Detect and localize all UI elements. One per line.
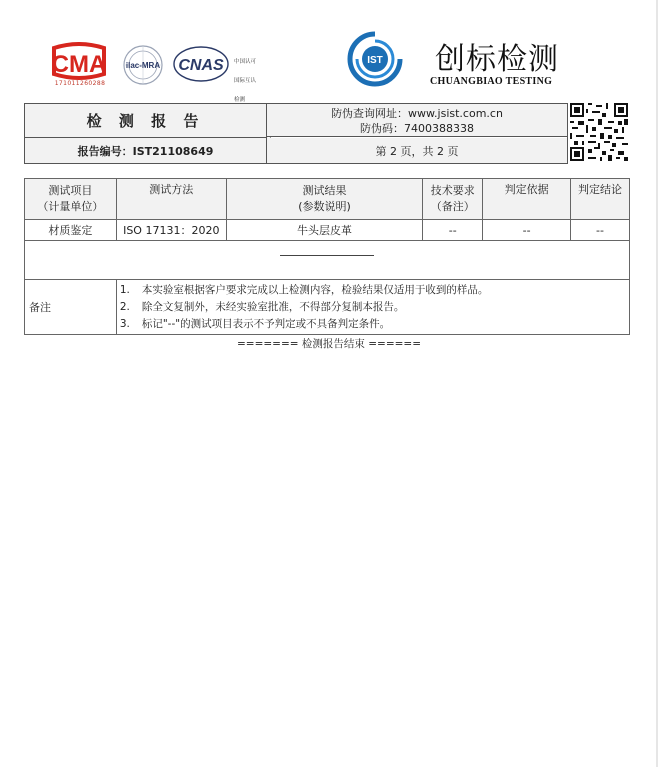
report-title: 检 测 报 告 xyxy=(25,104,267,138)
header-cell xyxy=(423,179,483,220)
header-label: 判定依据 xyxy=(504,183,549,196)
header-label: 判定结论 xyxy=(578,183,623,196)
table-cell: 牛头层皮革 xyxy=(226,220,423,241)
header-label: 测试结果 xyxy=(302,184,347,197)
table-cell: -- xyxy=(423,220,483,241)
brand-name-en: CHUANGBIAO TESTING xyxy=(430,76,553,87)
note-text: 除全文复制外，未经实验室批准，不得部分复制本报告。 xyxy=(141,300,405,313)
report-end-marker: ======= 检测报告结束 ====== xyxy=(236,338,422,350)
cnas-logo xyxy=(172,44,230,84)
anti-counterfeit-info xyxy=(267,104,567,137)
cnas-line: 国际互认 xyxy=(234,78,257,85)
notes-label: 备注 xyxy=(25,280,117,335)
note-number: 2. xyxy=(119,300,130,313)
ilac-mark: ilac-MRA xyxy=(125,61,161,70)
notes-row xyxy=(25,280,630,335)
table-row xyxy=(25,220,630,241)
table-cell: ISO 17131：2020 xyxy=(116,220,226,241)
note-item xyxy=(120,316,629,333)
cnas-line: 中国认可 xyxy=(234,58,257,65)
brand-name-cn: 创标检测 xyxy=(435,42,559,77)
header-cell xyxy=(483,179,571,220)
header-cell xyxy=(116,179,226,220)
verify-code: 防伪码：7400388338 xyxy=(360,122,474,135)
ilac-mra-logo xyxy=(120,44,166,86)
header-sublabel: （计量单位） xyxy=(37,200,104,213)
ist-logo xyxy=(346,30,404,88)
ist-mark: IST xyxy=(367,55,383,66)
report-header-box xyxy=(24,103,568,164)
blank-row xyxy=(25,241,630,280)
header-label: 测试方法 xyxy=(149,183,194,196)
end-line-cell xyxy=(25,241,630,280)
note-text: 标记"--"的测试项目表示不予判定或不具备判定条件。 xyxy=(141,317,391,330)
header-cell xyxy=(571,179,630,220)
table-cell: -- xyxy=(571,220,630,241)
note-item xyxy=(120,282,629,299)
qr-code-icon xyxy=(570,103,628,161)
report-number: 报告编号：IST21108649 xyxy=(25,138,267,163)
cnas-mark: CNAS xyxy=(178,57,224,74)
note-item xyxy=(120,299,629,316)
page-info: 第 2 页，共 2 页 xyxy=(267,138,567,163)
table-cell: -- xyxy=(483,220,571,241)
header-cell xyxy=(226,179,423,220)
results-table xyxy=(24,178,630,335)
notes-body xyxy=(116,280,629,335)
cnas-line: 检测 xyxy=(234,97,246,104)
end-line-divider xyxy=(280,255,374,256)
verify-site: 防伪查询网址：www.jsist.com.cn xyxy=(331,107,503,120)
note-text: 本实验室根据客户要求完成以上检测内容，检验结果仅适用于收到的样品。 xyxy=(141,283,489,296)
header-sublabel: （备注） xyxy=(430,200,475,213)
header-sublabel: (参数说明) xyxy=(298,200,351,213)
header-cell xyxy=(25,179,117,220)
table-header-row xyxy=(25,179,630,220)
cma-mark: CMA xyxy=(51,51,107,78)
table-cell: 材质鉴定 xyxy=(25,220,117,241)
header-label: 测试项目 xyxy=(48,184,93,197)
header-label: 技术要求 xyxy=(430,184,475,197)
cma-number: 171011260288 xyxy=(54,80,106,87)
note-number: 1. xyxy=(119,283,130,296)
note-number: 3. xyxy=(119,317,130,330)
